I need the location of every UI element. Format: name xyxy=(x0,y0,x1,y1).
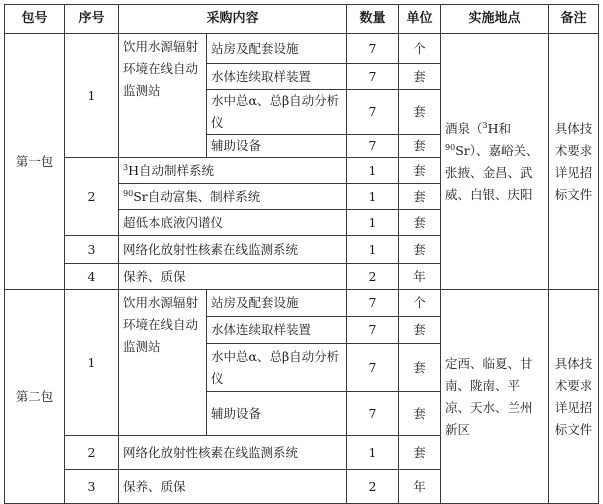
header-row xyxy=(5,5,599,34)
header-remark: 备注 xyxy=(549,5,599,34)
p1-r1-item1-unit: 个 xyxy=(399,34,441,64)
p2-r1-item2-unit: 套 xyxy=(399,317,441,344)
procurement-table xyxy=(4,4,599,504)
p2-r3-seq: 3 xyxy=(65,470,119,504)
p2-r1-group: 饮用水源辐射环境在线自动监测站 xyxy=(119,290,207,436)
p2-r1-item4-unit: 套 xyxy=(399,392,441,436)
p1-r2-item3-name: 超低本底液闪谱仪 xyxy=(119,210,347,236)
package-1-site xyxy=(441,34,549,290)
p1-r2-item1-unit: 套 xyxy=(399,158,441,184)
p1-r2-item3-unit: 套 xyxy=(399,210,441,236)
package-1-remark: 具体技术要求详见招标文件 xyxy=(549,34,599,290)
p1-r2-item2-text: Sr自动富集、制样系统 xyxy=(133,188,261,204)
table-row xyxy=(5,290,599,317)
p2-r1-item2-name: 水体连续取样装置 xyxy=(207,317,347,344)
p2-r1-item1-unit: 个 xyxy=(399,290,441,317)
p1-r1-item3-unit: 套 xyxy=(399,90,441,135)
p1-r4-qty: 2 xyxy=(347,264,399,290)
table-row xyxy=(5,34,599,64)
p2-r2-unit: 套 xyxy=(399,436,441,470)
p2-r2-seq: 2 xyxy=(65,436,119,470)
p2-r3-unit: 年 xyxy=(399,470,441,504)
p1-r1-item4-name: 辅助设备 xyxy=(207,135,347,158)
p2-r2-qty: 1 xyxy=(347,436,399,470)
p1-site-mid: H和 xyxy=(487,120,512,136)
p1-r2-item3-qty: 1 xyxy=(347,210,399,236)
package-2-remark: 具体技术要求详见招标文件 xyxy=(549,290,599,504)
p2-r1-seq: 1 xyxy=(65,290,119,436)
package-1-name: 第一包 xyxy=(5,34,65,290)
p1-r2-item1-sup: 3 xyxy=(123,162,129,172)
p1-r1-item4-qty: 7 xyxy=(347,135,399,158)
header-content: 采购内容 xyxy=(119,5,347,34)
p2-r1-item3-unit: 套 xyxy=(399,344,441,392)
p1-r4-name: 保养、质保 xyxy=(119,264,347,290)
header-package: 包号 xyxy=(5,5,65,34)
p1-r4-seq: 4 xyxy=(65,264,119,290)
p2-r3-name: 保养、质保 xyxy=(119,470,347,504)
p1-r1-seq: 1 xyxy=(65,34,119,158)
p1-r1-item3-qty: 7 xyxy=(347,90,399,135)
package-2-name: 第二包 xyxy=(5,290,65,504)
p1-r2-item1-qty: 1 xyxy=(347,158,399,184)
p1-r4-unit: 年 xyxy=(399,264,441,290)
p1-r2-item1-name xyxy=(119,158,347,184)
package-2-site: 定西、临夏、甘南、陇南、平凉、天水、兰州新区 xyxy=(441,290,549,504)
p2-r1-item3-qty: 7 xyxy=(347,344,399,392)
p1-site-sup1: 3 xyxy=(482,120,488,130)
p2-r1-item2-qty: 7 xyxy=(347,317,399,344)
p1-r2-item2-sup: 90 xyxy=(123,188,134,198)
header-qty: 数量 xyxy=(347,5,399,34)
p2-r2-name: 网络化放射性核素在线监测系统 xyxy=(119,436,347,470)
header-unit: 单位 xyxy=(399,5,441,34)
header-seq: 序号 xyxy=(65,5,119,34)
p2-r1-item3-name: 水中总α、总β自动分析仪 xyxy=(207,344,347,392)
p1-r3-name: 网络化放射性核素在线监测系统 xyxy=(119,236,347,264)
p1-r3-unit: 套 xyxy=(399,236,441,264)
p2-r1-item4-qty: 7 xyxy=(347,392,399,436)
p1-r1-item2-unit: 套 xyxy=(399,64,441,90)
header-site: 实施地点 xyxy=(441,5,549,34)
p1-r3-qty: 1 xyxy=(347,236,399,264)
p1-r1-item1-qty: 7 xyxy=(347,34,399,64)
p1-r1-item2-name: 水体连续取样装置 xyxy=(207,64,347,90)
p1-r2-item2-unit: 套 xyxy=(399,184,441,210)
p2-r1-item1-qty: 7 xyxy=(347,290,399,317)
p1-r2-item1-text: H自动制样系统 xyxy=(128,162,214,178)
p1-r2-item2-qty: 1 xyxy=(347,184,399,210)
p1-site-prefix: 酒泉（ xyxy=(445,120,483,136)
p1-r1-group: 饮用水源辐射环境在线自动监测站 xyxy=(119,34,207,158)
p1-r1-item3-name: 水中总α、总β自动分析仪 xyxy=(207,90,347,135)
p2-r1-item4-name: 辅助设备 xyxy=(207,392,347,436)
procurement-table-wrapper xyxy=(4,4,599,504)
p2-r3-qty: 2 xyxy=(347,470,399,504)
p1-r1-item4-unit: 套 xyxy=(399,135,441,158)
p1-site-suffix: Sr）、嘉峪关、张掖、金昌、武威、白银、庆阳 xyxy=(445,142,539,202)
p1-site-sup2: 90 xyxy=(445,142,456,152)
p2-r1-item1-name: 站房及配套设施 xyxy=(207,290,347,317)
p1-r1-item2-qty: 7 xyxy=(347,64,399,90)
p1-r2-item2-name xyxy=(119,184,347,210)
p1-r3-seq: 3 xyxy=(65,236,119,264)
p1-r2-seq: 2 xyxy=(65,158,119,236)
p1-r1-item1-name: 站房及配套设施 xyxy=(207,34,347,64)
